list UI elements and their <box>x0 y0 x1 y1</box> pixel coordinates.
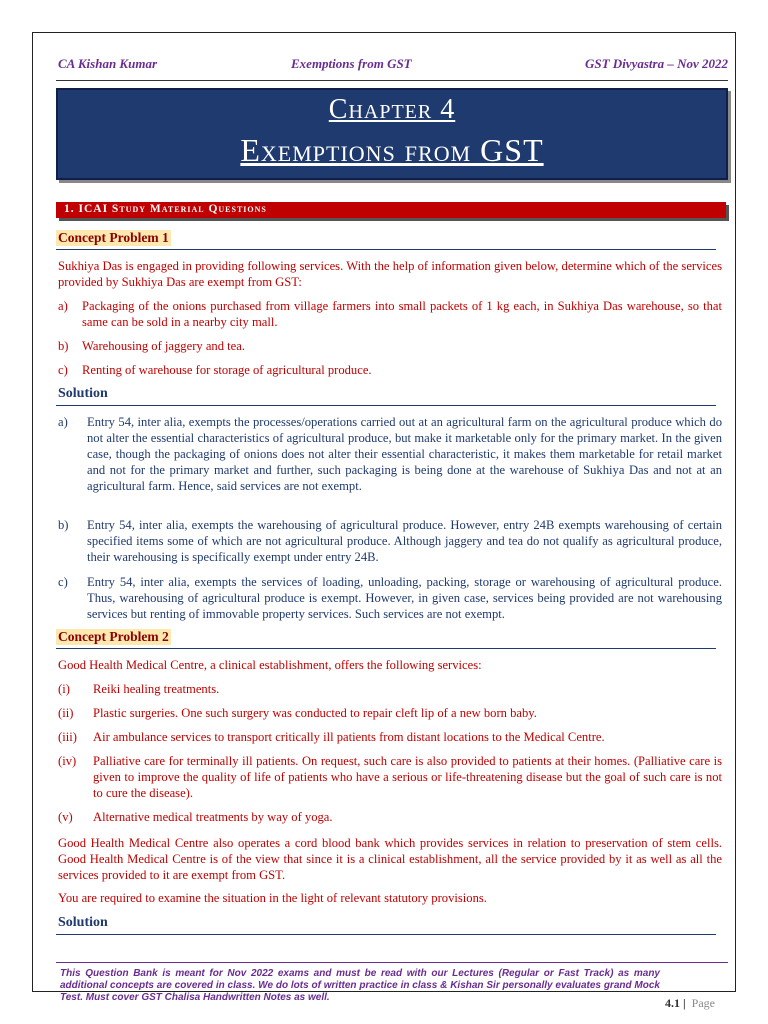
header-topic: Exemptions from GST <box>291 56 412 71</box>
header-author: CA Kishan Kumar <box>58 56 157 71</box>
page-label: Page <box>691 996 715 1010</box>
running-header <box>58 56 728 76</box>
problem1-heading: Concept Problem 1 <box>58 230 169 245</box>
page-number-value: 4.1 <box>665 996 680 1010</box>
page-separator: | <box>683 996 686 1010</box>
problem2-para2: You are required to examine the situation in the light of relevant statutory provisions. <box>58 891 487 905</box>
section-title: 1. ICAI Study Material Questions <box>64 203 267 215</box>
solution1-a-label: a) <box>58 415 68 429</box>
problem1-item-c-label: c) <box>58 363 68 377</box>
problem2-para1: Good Health Medical Centre also operates a cord blood bank which provides services in relation to preservation of stem cells. Good Health Medical Centre is of the view that since it is a clinical establishment, all the service provided by it as well as all the services provided to it are exempt from GST. <box>58 836 722 882</box>
problem1-intro: Sukhiya Das is engaged in providing following services. With the help of information given below, determine which of the services provided by Sukhiya Das are exempt from GST: <box>58 259 722 289</box>
footer-note: This Question Bank is meant for Nov 2022 exams and must be read with our Lectures (Regular or Fast Track) as many additional concepts are covered in class. We do lots of written practice in class & Kishan Sir personally evaluates grand Mock Test. Must cover GST Chalisa Handwritten Notes as well. <box>60 968 660 1003</box>
problem2-item-v-label: (v) <box>58 810 73 824</box>
problem2-item-iii-label: (iii) <box>58 730 77 744</box>
problem2-item-i-label: (i) <box>58 682 70 696</box>
problem2-item-ii: Plastic surgeries. One such surgery was conducted to repair cleft lip of a new born baby. <box>93 706 537 720</box>
page-number <box>665 996 715 1011</box>
problem2-item-v: Alternative medical treatments by way of yoga. <box>93 810 333 824</box>
solution1-c: Entry 54, inter alia, exempts the services of loading, unloading, packing, storage or warehousing of agricultural produce. Thus, warehousing of agricultural produce is exempt. However, in given case, services being provided are not warehousing services but renting of immovable property services. Such services are not exempt. <box>87 575 722 621</box>
chapter-banner <box>56 88 728 180</box>
problem2-item-i: Reiki healing treatments. <box>93 682 220 696</box>
problem2-heading: Concept Problem 2 <box>58 629 169 644</box>
problem1-rule <box>56 249 716 250</box>
solution1-a: Entry 54, inter alia, exempts the processes/operations carried out at an agricultural farm on the agricultural produce which do not alter the essential characteristics of agricultural produce, but make it marketable only for the primary market. In the given case, though the packaging of onions does not alter their essential characteristic, it makes them marketable for retail market and not for the primary market and further, such packaging is being done at the warehouse of Sukhiya Das and not at an agricultural farm. Hence, said services are not exempt. <box>87 415 722 493</box>
solution1-b: Entry 54, inter alia, exempts the warehousing of agricultural produce. However, entry 24B exempts warehousing of certain specified items some of which are not agricultural produce. Although jaggery and tea do not qualify as agricultural produce, their warehousing is specifically exempt under entry 24B. <box>87 518 722 564</box>
problem1-solution-heading: Solution <box>58 386 108 401</box>
problem2-item-iv-label: (iv) <box>58 754 77 768</box>
solution1-b-label: b) <box>58 518 69 532</box>
problem1-item-b: Warehousing of jaggery and tea. <box>82 339 245 353</box>
header-rule <box>56 80 728 81</box>
chapter-number: Chapter 4 <box>328 94 456 125</box>
problem2-intro: Good Health Medical Centre, a clinical establishment, offers the following services: <box>58 658 482 672</box>
problem2-solution-heading: Solution <box>58 915 108 930</box>
chapter-title: Exemptions from GST <box>240 132 544 168</box>
solution1-rule <box>56 405 716 406</box>
problem2-item-ii-label: (ii) <box>58 706 74 720</box>
problem1-item-a: Packaging of the onions purchased from village farmers into small packets of 1 kg each, in Sukhiya Das warehouse, so that same can be sold in a nearby city mall. <box>82 299 722 329</box>
problem1-item-c: Renting of warehouse for storage of agricultural produce. <box>82 363 372 377</box>
section-heading <box>56 202 726 218</box>
header-book: GST Divyastra – Nov 2022 <box>585 56 728 71</box>
problem1-item-a-label: a) <box>58 299 68 313</box>
solution2-rule <box>56 934 716 935</box>
solution1-c-label: c) <box>58 575 68 589</box>
problem2-item-iii: Air ambulance services to transport critically ill patients from distant locations to the Medical Centre. <box>93 730 605 744</box>
problem1-item-b-label: b) <box>58 339 69 353</box>
problem2-item-iv: Palliative care for terminally ill patients. On request, such care is also provided to patients at their homes. (Palliative care is given to improve the quality of life of patients who have a serious or life-threatening disease but the goal of such care is not to cure the disease). <box>93 754 722 800</box>
footer-rule <box>56 962 728 963</box>
problem2-rule <box>56 648 716 649</box>
